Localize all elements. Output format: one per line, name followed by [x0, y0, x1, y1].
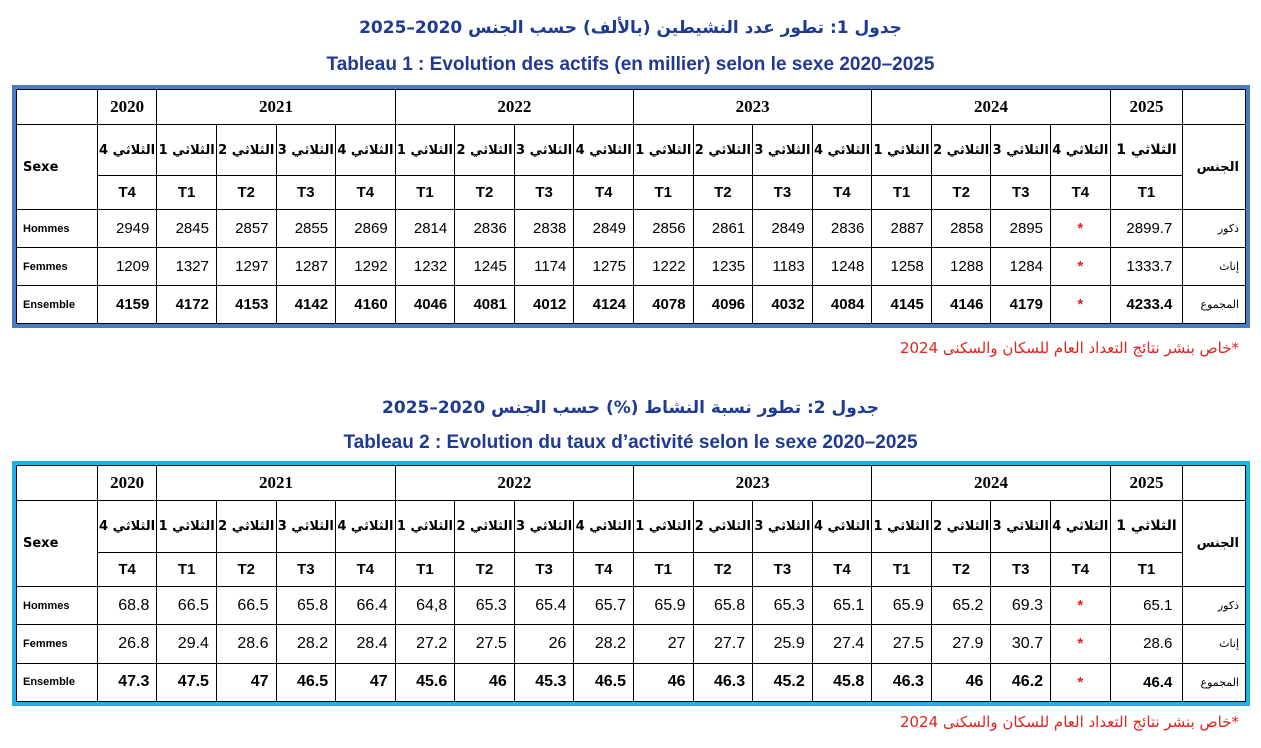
pending-asterisk: * — [1051, 625, 1111, 663]
row-label-fr: Hommes — [17, 587, 98, 625]
data-cell: 1327 — [157, 248, 217, 286]
data-cell: 4032 — [753, 286, 813, 324]
quarter-label-ar: الثلاثي 4 — [336, 125, 396, 176]
quarter-code-row — [17, 176, 1246, 210]
quarter-code: T3 — [991, 176, 1051, 210]
data-cell: 2895 — [991, 210, 1051, 248]
data-cell: 4146 — [931, 286, 991, 324]
data-cell: 65.3 — [753, 587, 813, 625]
data-cell: 4172 — [157, 286, 217, 324]
row-label-ar: إناث — [1183, 625, 1246, 663]
data-cell: 2856 — [633, 210, 693, 248]
row-label-ar: إناث — [1183, 248, 1246, 286]
quarter-label-ar: الثلاثي 3 — [753, 501, 813, 552]
data-cell: 66.5 — [216, 587, 276, 625]
quarter-code: T3 — [753, 176, 813, 210]
quarter-code: T1 — [395, 176, 455, 210]
quarter-code-row — [17, 552, 1246, 586]
quarter-header-row — [17, 125, 1246, 176]
data-cell: 65.4 — [514, 587, 574, 625]
data-cell: 1174 — [514, 248, 574, 286]
year-header: 2025 — [1110, 90, 1183, 125]
data-cell: 46.3 — [693, 663, 753, 701]
year-header: 2024 — [872, 466, 1110, 501]
quarter-label-ar: الثلاثي 1 — [872, 501, 932, 552]
data-cell: 2836 — [812, 210, 872, 248]
quarter-label-ar: الثلاثي 3 — [276, 501, 336, 552]
data-cell: 27.5 — [455, 625, 515, 663]
data-cell: 4145 — [872, 286, 932, 324]
quarter-code: T2 — [216, 176, 276, 210]
data-cell: 46.3 — [872, 663, 932, 701]
data-cell: 4078 — [633, 286, 693, 324]
pending-asterisk: * — [1051, 248, 1111, 286]
empty-cell — [17, 466, 98, 501]
data-cell: 2838 — [514, 210, 574, 248]
quarter-code: T1 — [872, 176, 932, 210]
data-cell: 46.5 — [276, 663, 336, 701]
quarter-code: T1 — [395, 552, 455, 586]
data-cell: 4179 — [991, 286, 1051, 324]
data-cell: 1297 — [216, 248, 276, 286]
quarter-label-ar: الثلاثي 4 — [97, 501, 157, 552]
data-cell: 47 — [336, 663, 396, 701]
data-cell: 1333.7 — [1110, 248, 1183, 286]
data-cell: 28.2 — [276, 625, 336, 663]
quarter-code: T3 — [514, 552, 574, 586]
data-cell: 1288 — [931, 248, 991, 286]
data-cell: 1232 — [395, 248, 455, 286]
quarter-label-ar: الثلاثي 4 — [574, 125, 634, 176]
data-cell: 2845 — [157, 210, 217, 248]
data-cell: 27.7 — [693, 625, 753, 663]
year-header: 2021 — [157, 90, 395, 125]
quarter-label-ar: الثلاثي 1 — [633, 125, 693, 176]
quarter-code: T4 — [1051, 176, 1111, 210]
year-header: 2025 — [1110, 466, 1183, 501]
data-cell: 29.4 — [157, 625, 217, 663]
jins-header: الجنس — [1183, 125, 1246, 210]
quarter-code: T1 — [633, 552, 693, 586]
row-label-fr: Hommes — [17, 210, 98, 248]
year-header-row — [17, 466, 1246, 501]
data-cell: 30.7 — [991, 625, 1051, 663]
sexe-header: Sexe — [17, 125, 98, 210]
data-cell: 4081 — [455, 286, 515, 324]
quarter-label-ar: الثلاثي 2 — [455, 125, 515, 176]
quarter-code: T4 — [97, 552, 157, 586]
table-row — [17, 248, 1246, 286]
quarter-label-ar: الثلاثي 1 — [1110, 125, 1183, 176]
data-cell: 2861 — [693, 210, 753, 248]
data-cell: 4096 — [693, 286, 753, 324]
data-cell: 2899.7 — [1110, 210, 1183, 248]
data-cell: 4142 — [276, 286, 336, 324]
quarter-label-ar: الثلاثي 4 — [336, 501, 396, 552]
data-cell: 2849 — [753, 210, 813, 248]
table-row — [17, 587, 1246, 625]
table1-title-fr: Tableau 1 : Evolution des actifs (en millier) selon le sexe 2020–2025 — [326, 54, 935, 75]
quarter-code: T1 — [872, 552, 932, 586]
data-cell: 65.2 — [931, 587, 991, 625]
quarter-label-ar: الثلاثي 1 — [633, 501, 693, 552]
sexe-header: Sexe — [17, 501, 98, 587]
data-cell: 65.8 — [276, 587, 336, 625]
data-cell: 68.8 — [97, 587, 157, 625]
quarter-label-ar: الثلاثي 2 — [931, 501, 991, 552]
quarter-header-row — [17, 501, 1246, 552]
year-header: 2020 — [97, 466, 157, 501]
data-cell: 65.9 — [872, 587, 932, 625]
row-label-fr: Femmes — [17, 625, 98, 663]
pending-asterisk: * — [1051, 210, 1111, 248]
data-cell: 65.8 — [693, 587, 753, 625]
data-cell: 4012 — [514, 286, 574, 324]
quarter-label-ar: الثلاثي 1 — [1110, 501, 1183, 552]
table1-footnote: *خاص بنشر نتائج التعداد العام للسكان والسكنى 2024 — [899, 339, 1239, 357]
row-label-fr: Ensemble — [17, 286, 98, 324]
table-row — [17, 210, 1246, 248]
empty-cell — [1183, 90, 1246, 125]
data-cell: 65.3 — [455, 587, 515, 625]
data-cell: 47 — [216, 663, 276, 701]
data-cell: 1245 — [455, 248, 515, 286]
year-header: 2020 — [97, 90, 157, 125]
data-cell: 4160 — [336, 286, 396, 324]
data-cell: 45.6 — [395, 663, 455, 701]
data-cell: 65.9 — [633, 587, 693, 625]
row-label-fr: Ensemble — [17, 663, 98, 701]
data-cell: 46 — [455, 663, 515, 701]
year-header: 2023 — [633, 90, 871, 125]
row-label-fr: Femmes — [17, 248, 98, 286]
quarter-label-ar: الثلاثي 4 — [97, 125, 157, 176]
table2-grid — [16, 465, 1246, 702]
quarter-label-ar: الثلاثي 1 — [872, 125, 932, 176]
data-cell: 2814 — [395, 210, 455, 248]
quarter-label-ar: الثلاثي 2 — [931, 125, 991, 176]
quarter-code: T3 — [276, 176, 336, 210]
data-cell: 2858 — [931, 210, 991, 248]
quarter-label-ar: الثلاثي 2 — [216, 125, 276, 176]
quarter-label-ar: الثلاثي 3 — [514, 125, 574, 176]
quarter-label-ar: الثلاثي 3 — [991, 501, 1051, 552]
data-cell: 1258 — [872, 248, 932, 286]
pending-asterisk: * — [1051, 286, 1111, 324]
data-cell: 1292 — [336, 248, 396, 286]
empty-cell — [17, 90, 98, 125]
quarter-label-ar: الثلاثي 1 — [157, 125, 217, 176]
quarter-label-ar: الثلاثي 3 — [753, 125, 813, 176]
data-cell: 1287 — [276, 248, 336, 286]
table2-title-ar: جدول 2: تطور نسبة النشاط (%) حسب الجنس 2020–2025 — [382, 398, 879, 418]
data-cell: 65.1 — [812, 587, 872, 625]
quarter-label-ar: الثلاثي 2 — [216, 501, 276, 552]
data-cell: 2869 — [336, 210, 396, 248]
data-cell: 2887 — [872, 210, 932, 248]
year-header: 2021 — [157, 466, 395, 501]
data-cell: 46 — [633, 663, 693, 701]
pending-asterisk: * — [1051, 587, 1111, 625]
quarter-code: T1 — [157, 176, 217, 210]
quarter-code: T2 — [931, 552, 991, 586]
data-cell: 1183 — [753, 248, 813, 286]
data-cell: 2836 — [455, 210, 515, 248]
quarter-code: T2 — [931, 176, 991, 210]
data-cell: 46.2 — [991, 663, 1051, 701]
quarter-code: T2 — [455, 176, 515, 210]
data-cell: 65.7 — [574, 587, 634, 625]
quarter-code: T4 — [97, 176, 157, 210]
quarter-code: T4 — [336, 176, 396, 210]
data-cell: 47.3 — [97, 663, 157, 701]
quarter-code: T1 — [1110, 552, 1183, 586]
quarter-code: T4 — [336, 552, 396, 586]
data-cell: 64,8 — [395, 587, 455, 625]
quarter-label-ar: الثلاثي 3 — [991, 125, 1051, 176]
data-cell: 45.3 — [514, 663, 574, 701]
data-cell: 1275 — [574, 248, 634, 286]
data-cell: 28.6 — [216, 625, 276, 663]
data-cell: 4084 — [812, 286, 872, 324]
row-label-ar: المجموع — [1183, 663, 1246, 701]
quarter-code: T4 — [574, 176, 634, 210]
pending-asterisk: * — [1051, 663, 1111, 701]
data-cell: 46.4 — [1110, 663, 1183, 701]
quarter-label-ar: الثلاثي 2 — [693, 125, 753, 176]
data-cell: 1235 — [693, 248, 753, 286]
quarter-label-ar: الثلاثي 1 — [395, 125, 455, 176]
data-cell: 2949 — [97, 210, 157, 248]
year-header-row — [17, 90, 1246, 125]
data-cell: 47.5 — [157, 663, 217, 701]
quarter-label-ar: الثلاثي 4 — [1051, 501, 1111, 552]
row-label-ar: ذكور — [1183, 210, 1246, 248]
year-header: 2022 — [395, 90, 633, 125]
data-cell: 4233.4 — [1110, 286, 1183, 324]
data-cell: 1222 — [633, 248, 693, 286]
data-cell: 4124 — [574, 286, 634, 324]
quarter-code: T2 — [693, 176, 753, 210]
data-cell: 27.9 — [931, 625, 991, 663]
data-cell: 26.8 — [97, 625, 157, 663]
year-header: 2024 — [872, 90, 1110, 125]
table2 — [12, 461, 1250, 706]
quarter-code: T2 — [216, 552, 276, 586]
quarter-label-ar: الثلاثي 4 — [574, 501, 634, 552]
data-cell: 1209 — [97, 248, 157, 286]
data-cell: 27.5 — [872, 625, 932, 663]
data-cell: 2849 — [574, 210, 634, 248]
quarter-code: T2 — [693, 552, 753, 586]
table-row — [17, 286, 1246, 324]
data-cell: 27.4 — [812, 625, 872, 663]
data-cell: 2857 — [216, 210, 276, 248]
data-cell: 46 — [931, 663, 991, 701]
data-cell: 25.9 — [753, 625, 813, 663]
quarter-label-ar: الثلاثي 1 — [395, 501, 455, 552]
data-cell: 28.2 — [574, 625, 634, 663]
quarter-label-ar: الثلاثي 3 — [276, 125, 336, 176]
quarter-code: T4 — [574, 552, 634, 586]
quarter-code: T3 — [514, 176, 574, 210]
row-label-ar: ذكور — [1183, 587, 1246, 625]
quarter-label-ar: الثلاثي 3 — [514, 501, 574, 552]
data-cell: 26 — [514, 625, 574, 663]
table1-grid — [16, 89, 1246, 324]
data-cell: 66.4 — [336, 587, 396, 625]
data-cell: 28.4 — [336, 625, 396, 663]
quarter-code: T3 — [276, 552, 336, 586]
quarter-label-ar: الثلاثي 1 — [157, 501, 217, 552]
data-cell: 2855 — [276, 210, 336, 248]
quarter-label-ar: الثلاثي 4 — [812, 501, 872, 552]
quarter-code: T4 — [812, 552, 872, 586]
data-cell: 4159 — [97, 286, 157, 324]
data-cell: 1248 — [812, 248, 872, 286]
quarter-code: T4 — [1051, 552, 1111, 586]
quarter-code: T3 — [753, 552, 813, 586]
quarter-code: T1 — [1110, 176, 1183, 210]
data-cell: 1284 — [991, 248, 1051, 286]
data-cell: 4153 — [216, 286, 276, 324]
quarter-code: T2 — [455, 552, 515, 586]
data-cell: 45.8 — [812, 663, 872, 701]
table-row — [17, 663, 1246, 701]
data-cell: 46.5 — [574, 663, 634, 701]
table1-title-ar: جدول 1: تطور عدد النشيطين (بالألف) حسب الجنس 2020–2025 — [359, 18, 902, 38]
data-cell: 65.1 — [1110, 587, 1183, 625]
data-cell: 45.2 — [753, 663, 813, 701]
quarter-code: T1 — [157, 552, 217, 586]
table1 — [12, 85, 1250, 328]
data-cell: 27.2 — [395, 625, 455, 663]
table2-title-fr: Tableau 2 : Evolution du taux d’activité selon le sexe 2020–2025 — [343, 432, 918, 453]
quarter-label-ar: الثلاثي 4 — [1051, 125, 1111, 176]
data-cell: 69.3 — [991, 587, 1051, 625]
data-cell: 27 — [633, 625, 693, 663]
quarter-code: T1 — [633, 176, 693, 210]
quarter-label-ar: الثلاثي 2 — [693, 501, 753, 552]
year-header: 2022 — [395, 466, 633, 501]
data-cell: 66.5 — [157, 587, 217, 625]
row-label-ar: المجموع — [1183, 286, 1246, 324]
quarter-code: T3 — [991, 552, 1051, 586]
table2-footnote: *خاص بنشر نتائج التعداد العام للسكان والسكنى 2024 — [899, 713, 1239, 731]
quarter-label-ar: الثلاثي 2 — [455, 501, 515, 552]
quarter-label-ar: الثلاثي 4 — [812, 125, 872, 176]
quarter-code: T4 — [812, 176, 872, 210]
year-header: 2023 — [633, 466, 871, 501]
table-row — [17, 625, 1246, 663]
data-cell: 28.6 — [1110, 625, 1183, 663]
jins-header: الجنس — [1183, 501, 1246, 587]
data-cell: 4046 — [395, 286, 455, 324]
empty-cell — [1183, 466, 1246, 501]
